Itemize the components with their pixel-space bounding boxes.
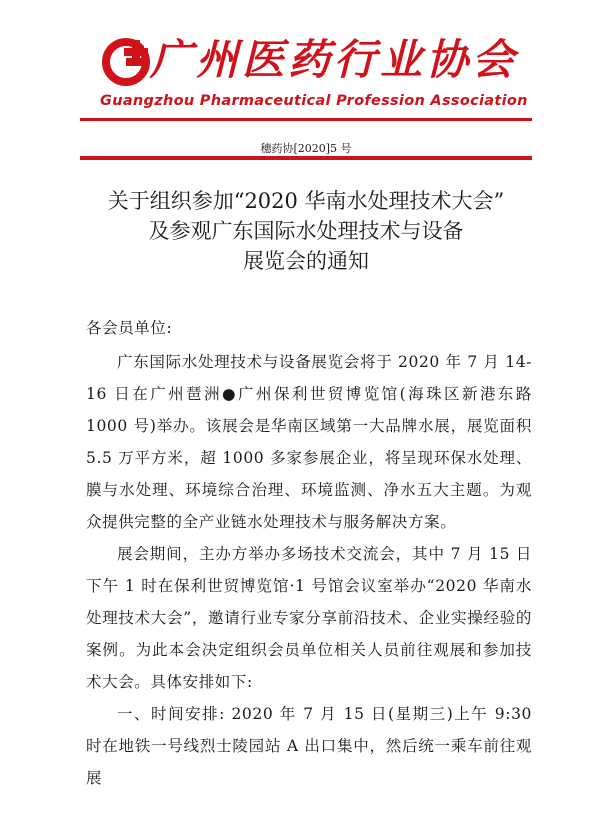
title-line-2: 及参观广东国际水处理技术与设备 [148,219,464,243]
title-line-1: 关于组织参加“2020 华南水处理技术大会” [107,189,505,213]
paragraph-conference-info: 展会期间，主办方举办多场技术交流会，其中 7 月 15 日下午 1 时在保利世贸博览馆·1 号馆会议室举办“2020 华南水处理技术大会”，邀请行业专家分享前沿技术、企业实操经验的案例。为此本会决定组织会员单位相关人员前往观展和参加技术大会。具体安排如下: [86,545,532,691]
paragraph-schedule: 一、时间安排: 2020 年 7 月 15 日(星期三)上午 9:30 时在地铁一号线烈士陵园站 A 出口集中，然后统一乘车前往观展 [86,705,532,787]
header-divider-bottom [80,156,532,160]
org-name-en: Guangzhou Pharmaceutical Profession Association [100,93,528,109]
header-divider-top [80,118,532,121]
paragraph-exhibition-intro: 广东国际水处理技术与设备展览会将于 2020 年 7 月 14-16 日在广州琶洲●广州保利世贸博览馆(海珠区新港东路 1000 号)举办。该展会是华南区域第一大品牌水展，展览面积 5.5 万平方米，超 1000 多家参展企业，将呈现环保水处理、膜与水处理、环境综合治理、环境监测、净水五大主题。为观众提供完整的全产业链水处理技术与服务解决方案。 [86,353,532,531]
document-number: 穗药协[2020]5 号 [260,142,352,155]
notice-body [86,312,532,794]
title-line-3: 展览会的通知 [243,249,369,273]
org-name-cn: 广州医药行业协会 [150,35,519,84]
notice-title [60,186,552,276]
greeting: 各会员单位: [86,319,173,337]
